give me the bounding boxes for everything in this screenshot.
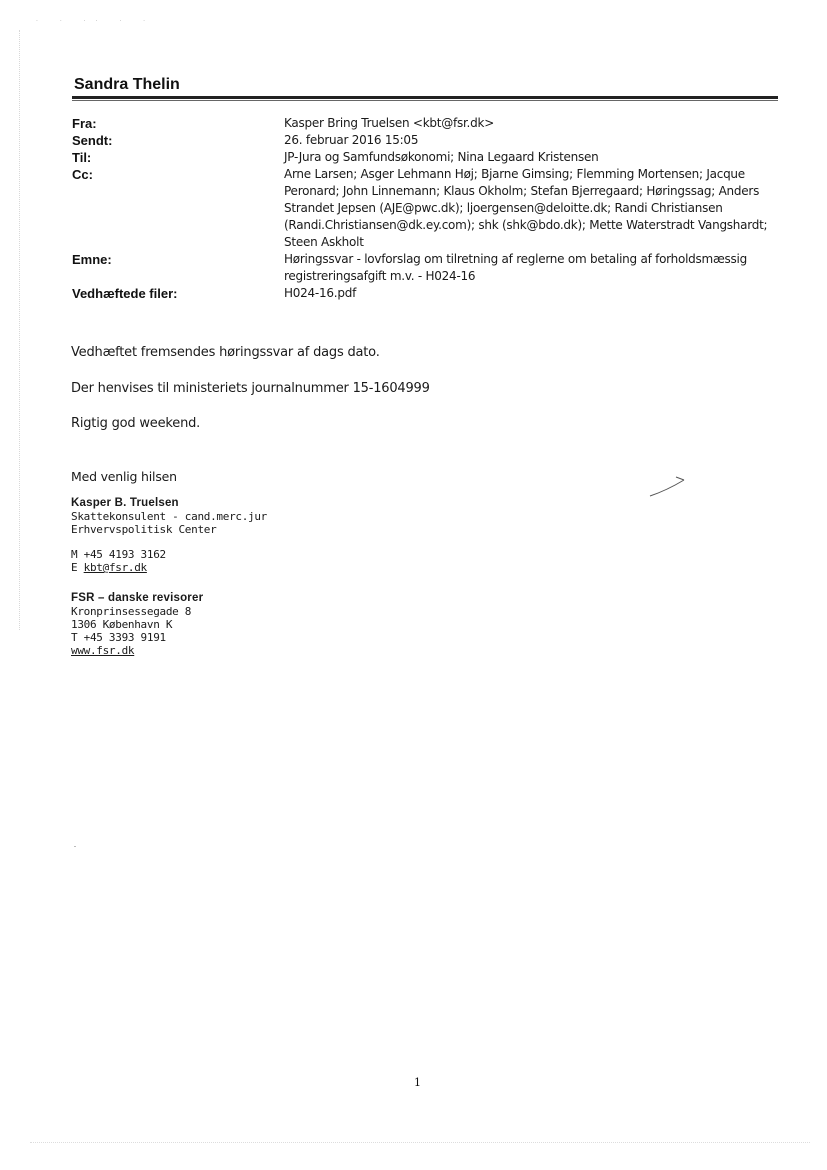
from-label: Fra: [72, 116, 97, 131]
scan-marks: · · ·· · · [36, 18, 156, 25]
header-row-subject [72, 251, 782, 285]
signature-department: Erhvervspolitisk Center [71, 523, 217, 536]
signature-contact [71, 548, 166, 574]
signature-email-link[interactable]: kbt@fsr.dk [83, 561, 147, 574]
sent-label: Sendt: [72, 133, 113, 148]
signature-closing: Med venlig hilsen [71, 469, 177, 484]
header-row-to [72, 149, 782, 166]
body-paragraph: Rigtig god weekend. [71, 416, 201, 431]
signature-city: 1306 København K [71, 618, 173, 631]
owner-divider [72, 96, 778, 99]
attachment-filename: H024-16.pdf [284, 286, 357, 300]
to-value: JP-Jura og Samfundsøkonomi; Nina Legaard Kristensen [284, 150, 599, 164]
email-prefix: E [71, 561, 84, 574]
scan-speck [74, 846, 76, 847]
signature-phone: M +45 4193 3162 [71, 548, 166, 561]
from-value: Kasper Bring Truelsen <kbt@fsr.dk> [284, 116, 494, 130]
pen-stroke-mark [648, 474, 688, 500]
to-label: Til: [72, 150, 92, 165]
body-paragraph: Der henvises til ministeriets journalnummer 15-1604999 [71, 381, 430, 396]
cc-value [284, 166, 782, 251]
cc-line: (Randi.Christiansen@dk.ey.com); shk (shk@bdo.dk); Mette Waterstradt Vangshardt; [284, 218, 768, 232]
sent-value: 26. februar 2016 15:05 [284, 133, 419, 147]
signature-org-block [71, 591, 203, 657]
signature-street: Kronprinsessegade 8 [71, 605, 192, 618]
body-paragraph: Vedhæftet fremsendes høringssvar af dags dato. [71, 345, 380, 360]
signature-email-line [71, 561, 166, 574]
cc-line: Peronard; John Linnemann; Klaus Okholm; Stefan Bjerregaard; Høringssag; Anders [284, 184, 760, 198]
signature-name: Kasper B. Truelsen [71, 497, 179, 509]
page-number: 1 [414, 1076, 421, 1089]
mailbox-owner-name: Sandra Thelin [74, 76, 180, 93]
email-header [72, 115, 782, 302]
signature-block [71, 496, 267, 536]
cc-line: Steen Askholt [284, 235, 364, 249]
owner-divider-thin [72, 100, 778, 101]
signature-org-phone: T +45 3393 9191 [71, 631, 166, 644]
header-row-sent [72, 132, 782, 149]
scan-bottom-line [30, 1142, 810, 1143]
signature-org: FSR – danske revisorer [71, 592, 204, 604]
cc-label: Cc: [72, 167, 93, 182]
header-row-from [72, 115, 782, 132]
header-row-attachments [72, 285, 782, 302]
subject-label: Emne: [72, 252, 112, 267]
subject-value [284, 251, 782, 285]
signature-website-link[interactable]: www.fsr.dk [71, 644, 135, 657]
cc-line: Strandet Jepsen (AJE@pwc.dk); ljoergensen@deloitte.dk; Randi Christiansen [284, 201, 723, 215]
cc-line: Arne Larsen; Asger Lehmann Høj; Bjarne Gimsing; Flemming Mortensen; Jacque [284, 167, 745, 181]
subject-line: Høringssvar - lovforslag om tilretning af reglerne om betaling af forholdsmæssig [284, 252, 747, 266]
subject-line: registreringsafgift m.v. - H024-16 [284, 269, 476, 283]
scan-edge-line [19, 30, 20, 630]
header-row-cc [72, 166, 782, 251]
signature-title: Skattekonsulent - cand.merc.jur [71, 510, 267, 523]
attachments-label: Vedhæftede filer: [72, 286, 178, 301]
